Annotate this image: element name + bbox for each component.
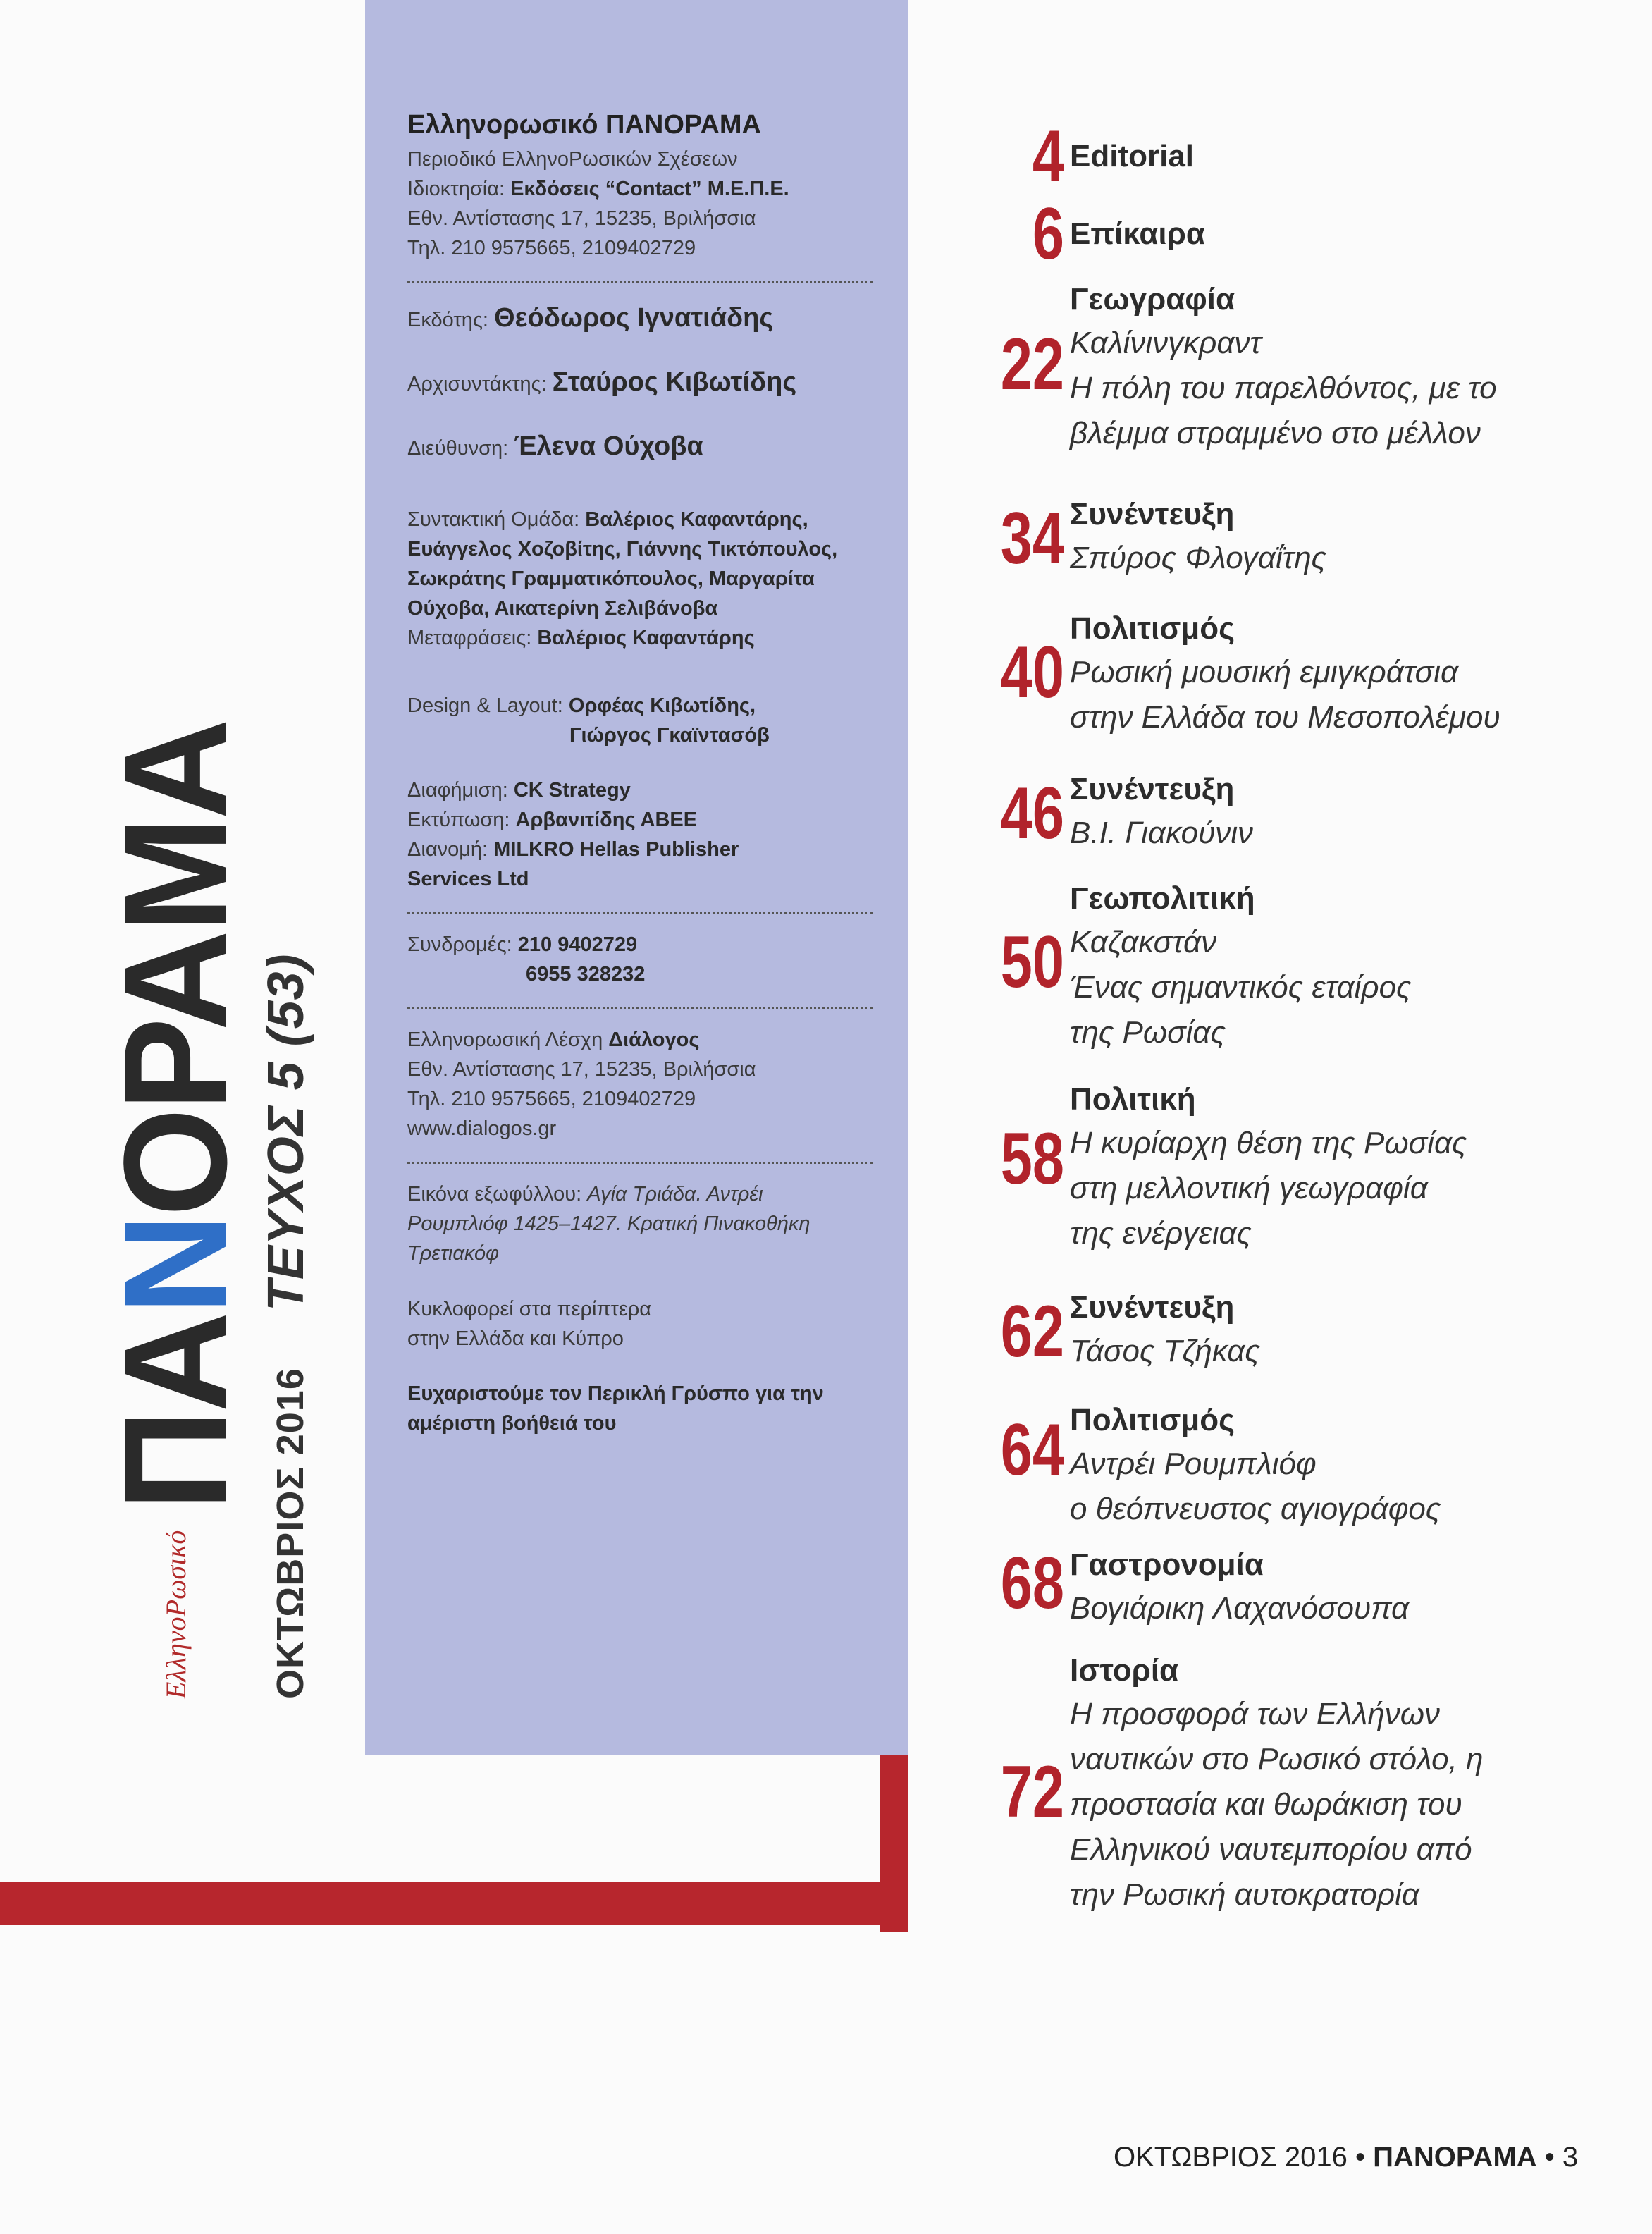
- toc-section: Συνέντευξη: [1070, 772, 1235, 806]
- distribution-line: Διανομή: MILKRO Hellas Publisher: [407, 837, 739, 861]
- toc-page-number: 58: [1000, 1118, 1064, 1200]
- address: Εθν. Αντίστασης 17, 15235, Βριλήσσια: [407, 207, 756, 231]
- phone: Τηλ. 210 9575665, 2109402729: [407, 237, 696, 260]
- subscriptions-line: Συνδρομές: 210 9402729: [407, 933, 638, 957]
- club-address: Εθν. Αντίστασης 17, 15235, Βριλήσσια: [407, 1058, 756, 1081]
- toc-subtitle: ο θεόπνευστος αγιογράφος: [1070, 1492, 1441, 1526]
- toc-subtitle: στην Ελλάδα του Μεσοπολέμου: [1070, 700, 1500, 735]
- toc-page-number: 68: [1000, 1542, 1064, 1624]
- colophon: [407, 106, 873, 1438]
- toc-subtitle: προστασία και θωράκιση του: [1070, 1787, 1462, 1822]
- toc-section: Πολιτισμός: [1070, 1403, 1235, 1437]
- toc-subtitle: Βογιάρικη Λαχανόσουπα: [1070, 1591, 1410, 1626]
- footer-bullet: •: [1347, 2142, 1374, 2173]
- toc-subtitle: Η προσφορά των Ελλήνων: [1070, 1697, 1441, 1731]
- logo-title-n: Ν: [93, 1216, 257, 1315]
- subscriptions-line-2: 6955 328232: [526, 963, 646, 986]
- issue-date: ΟΚΤΩΒΡΙΟΣ 2016: [269, 1368, 312, 1699]
- toc-subtitle: της ενέργειας: [1070, 1216, 1252, 1251]
- mag-name: Ελληνορωσικό ΠΑΝΟΡΑΜΑ: [407, 110, 761, 140]
- circulation-1: Κυκλοφορεί στα περίπτερα: [407, 1297, 652, 1320]
- team-line-4: Ούχοβα, Αικατερίνη Σελιβάνοβα: [407, 596, 718, 620]
- toc-subtitle: της Ρωσίας: [1070, 1015, 1226, 1050]
- cover-credit: Εικόνα εξωφύλλου: Αγία Τριάδα. Αντρέι: [407, 1183, 763, 1206]
- toc-section: Editorial: [1070, 139, 1195, 173]
- director: Έλενα Ούχοβα: [514, 431, 703, 462]
- logo-title-post: ΟΡΑΜΑ: [93, 721, 257, 1217]
- thanks-1: Ευχαριστούμε τον Περικλή Γρύσπο για την: [407, 1382, 824, 1405]
- editor-line: Αρχισυντάκτης: Σταύρος Κιβωτίδης: [407, 367, 797, 398]
- team-line-3: Σωκράτης Γραμματικόπουλος, Μαργαρίτα: [407, 567, 815, 590]
- divider: [407, 1007, 873, 1009]
- issue-line: [257, 953, 315, 1699]
- toc-section: Επίκαιρα: [1070, 216, 1205, 251]
- toc-subtitle: Σπύρος Φλογαΐτης: [1070, 541, 1327, 575]
- toc-page-number: 50: [1000, 921, 1064, 1003]
- toc-subtitle: βλέμμα στραμμένο στο μέλλον: [1070, 416, 1481, 450]
- masthead: [93, 113, 345, 1762]
- toc-subtitle: Η κυρίαρχη θέση της Ρωσίας: [1070, 1126, 1467, 1160]
- toc-page-number: 72: [1000, 1751, 1064, 1833]
- toc-subtitle: Καλίνινγκραντ: [1070, 326, 1262, 360]
- publisher: Θεόδωρος Ιγνατιάδης: [494, 303, 774, 333]
- toc-subtitle: Η πόλη του παρελθόντος, με το: [1070, 371, 1497, 405]
- toc-subtitle: Ελληνικού ναυτεμπορίου από: [1070, 1832, 1472, 1867]
- logo-title: [93, 721, 257, 1511]
- print-line: Εκτύπωση: Αρβανιτίδης ΑΒΕΕ: [407, 808, 698, 831]
- team-line-2: Ευάγγελος Χοζοβίτης, Γιάννης Τικτόπουλος,: [407, 537, 838, 560]
- toc-section: Γεωπολιτική: [1070, 881, 1255, 916]
- toc-page-number: 64: [1000, 1409, 1064, 1491]
- red-frame-vertical: [880, 1755, 908, 1932]
- logo-subtitle: ΕλληνοΡωσικό: [159, 1530, 192, 1699]
- footer-date: ΟΚΤΩΒΡΙΟΣ 2016: [1114, 2142, 1348, 2173]
- toc-page-number: 46: [1000, 773, 1064, 854]
- footer-bullet: •: [1536, 2142, 1562, 2173]
- toc-section: Συνέντευξη: [1070, 1290, 1235, 1325]
- toc-subtitle: την Ρωσική αυτοκρατορία: [1070, 1877, 1419, 1912]
- ads-line: Διαφήμιση: CK Strategy: [407, 778, 631, 802]
- issue-number: ΤΕΥΧΟΣ 5 (53): [258, 953, 314, 1312]
- footer-magazine-name: ΠΑΝΟΡΑΜΑ: [1373, 2142, 1537, 2173]
- toc-section: Γαστρονομία: [1070, 1547, 1264, 1582]
- toc-page-number: 40: [1000, 632, 1064, 713]
- design-line: Design & Layout: Ορφέας Κιβωτίδης,: [407, 694, 756, 717]
- divider: [407, 281, 873, 283]
- divider: [407, 1162, 873, 1164]
- thanks-2: αμέριστη βοήθειά του: [407, 1411, 617, 1435]
- logo-title-pre: ΠΑ: [93, 1314, 257, 1511]
- toc-page-number: 34: [1000, 498, 1064, 579]
- masthead-rotated: [93, 106, 345, 1699]
- toc-section: Ιστορία: [1070, 1653, 1179, 1688]
- owner: Εκδόσεις “Contact” Μ.Ε.Π.Ε.: [510, 178, 789, 201]
- page-number: 3: [1562, 2142, 1579, 2173]
- cover-credit-2: Ρουμπλιόφ 1425–1427. Κρατική Πινακοθήκη: [407, 1213, 810, 1236]
- publisher-line: Εκδότης: Θεόδωρος Ιγνατιάδης: [407, 303, 774, 333]
- design-line-2: Γιώργος Γκαϊντασόβ: [569, 723, 770, 747]
- page-footer: [1114, 2142, 1578, 2173]
- club-phone: Τηλ. 210 9575665, 2109402729: [407, 1088, 696, 1111]
- toc-subtitle: Καζακστάν: [1070, 925, 1217, 959]
- toc-subtitle: Β.Ι. Γιακούνιν: [1070, 816, 1254, 850]
- toc-subtitle: Τάσος Τζήκας: [1070, 1334, 1260, 1368]
- toc-section: Πολιτισμός: [1070, 611, 1235, 646]
- editor: Σταύρος Κιβωτίδης: [552, 367, 797, 398]
- red-frame-horizontal: [0, 1882, 908, 1925]
- toc-subtitle: Ένας σημαντικός εταίρος: [1070, 970, 1412, 1005]
- owner-line: Ιδιοκτησία: Εκδόσεις “Contact” Μ.Ε.Π.Ε.: [407, 178, 789, 201]
- toc-page-number: 62: [1000, 1291, 1064, 1373]
- translations-line: Μεταφράσεις: Βαλέριος Καφαντάρης: [407, 626, 755, 649]
- director-line: Διεύθυνση: Έλενα Ούχοβα: [407, 431, 703, 462]
- toc-subtitle: ναυτικών στο Ρωσικό στόλο, η: [1070, 1742, 1484, 1776]
- toc-page-number: 4: [1032, 116, 1064, 197]
- toc-page-number: 22: [1000, 324, 1064, 405]
- club-website: www.dialogos.gr: [407, 1117, 557, 1141]
- toc-subtitle: Ρωσική μουσική εμιγκράτσια: [1070, 655, 1459, 689]
- toc-section: Πολιτική: [1070, 1082, 1196, 1117]
- distribution-line-2: Services Ltd: [407, 868, 529, 891]
- toc-page-number: 6: [1032, 193, 1064, 275]
- toc-subtitle: στη μελλοντική γεωγραφία: [1070, 1171, 1428, 1205]
- toc-section: Γεωγραφία: [1070, 282, 1235, 317]
- logo: [93, 721, 257, 1699]
- toc-subtitle: Αντρέι Ρουμπλιόφ: [1070, 1447, 1317, 1481]
- club-line: Ελληνορωσική Λέσχη Διάλογος: [407, 1029, 700, 1052]
- mag-desc: Περιοδικό ΕλληνοΡωσικών Σχέσεων: [407, 148, 738, 171]
- team-line: Συντακτική Ομάδα: Βαλέριος Καφαντάρης,: [407, 508, 808, 531]
- toc-section: Συνέντευξη: [1070, 497, 1235, 532]
- divider: [407, 912, 873, 914]
- cover-credit-3: Τρετιακόφ: [407, 1242, 500, 1265]
- frame-gap: [0, 1861, 880, 1882]
- circulation-2: στην Ελλάδα και Κύπρο: [407, 1327, 624, 1350]
